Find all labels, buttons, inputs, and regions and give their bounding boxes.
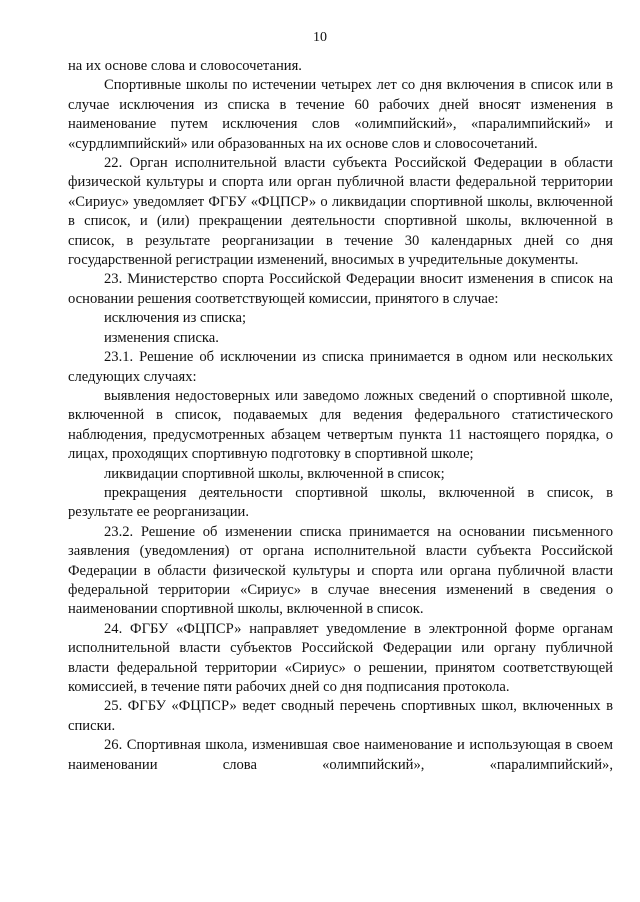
paragraph-24: 24. ФГБУ «ФЦПСР» направляет уведомление в электронной форме органам исполнительной власти субъектов Российской Федерации или органу публичной власти федеральной территории «Сириус» о решении, принятом соответствующей комиссией, в течение пяти рабочих дней со дня подписания протокола.: [68, 620, 613, 695]
paragraph-continuation: на их основе слова и словосочетания.: [68, 58, 302, 74]
paragraph-22: 22. Орган исполнительной власти субъекта Российской Федерации в области физической культуры и спорта или орган публичной власти федеральной территории «Сириус» уведомляет ФГБУ «ФЦПСР» о ликвидации спортивной школы, включенной в список, и (или) прекращении деятельности спортивной школы, включенной в список, в результате реорганизации в течение 30 календарных дней со дня государственной регистрации изменений, вносимых в учредительные документы.: [68, 155, 613, 269]
document-body: [68, 57, 613, 775]
paragraph-23-item-change: изменения списка.: [104, 329, 219, 346]
page-number: 10: [313, 30, 327, 45]
paragraph-23-1: 23.1. Решение об исключении из списка принимается в одном или нескольких следующих случаях:: [68, 349, 613, 385]
paragraph-rename-rule: Спортивные школы по истечении четырех лет со дня включения в список или в случае исключения из списка в течение 60 рабочих дней вносят изменения в наименование путем исключения слов «олимпийский», «паралимпийский» и «сурдлимпийский» или образованных на их основе слов и словосочетаний.: [68, 77, 613, 152]
paragraph-26: 26. Спортивная школа, изменившая свое наименование и использующая в своем наименовании слова «олимпийский», «паралимпийский»,: [68, 737, 613, 773]
paragraph-23: 23. Министерство спорта Российской Федерации вносит изменения в список на основании решения соответствующей комиссии, принятого в случае:: [68, 271, 613, 307]
paragraph-23-2: 23.2. Решение об изменении списка принимается на основании письменного заявления (уведомления) от органа исполнительной власти субъекта Российской Федерации в области физической культуры и спорта или органа публичной власти федеральной территории «Сириус» в случае внесения изменений в сведения о наименовании спортивной школы, включенной в список.: [68, 523, 613, 618]
paragraph-23-1-case-reorganization: прекращения деятельности спортивной школы, включенной в список, в результате ее реорганизации.: [68, 484, 613, 521]
paragraph-23-1-case-liquidation: ликвидации спортивной школы, включенной в список;: [104, 465, 445, 482]
paragraph-25: 25. ФГБУ «ФЦПСР» ведет сводный перечень спортивных школ, включенных в списки.: [68, 698, 613, 734]
paragraph-23-item-exclusion: исключения из списка;: [104, 310, 247, 327]
paragraph-23-1-case-false-info: выявления недостоверных или заведомо ложных сведений о спортивной школе, включенной в список, подаваемых для ведения федерального статистического наблюдения, предусмотренных абзацем четвертым пункта 11 настоящего порядка, о лицах, проходящих спортивную подготовку в спортивной школе;: [68, 387, 613, 463]
